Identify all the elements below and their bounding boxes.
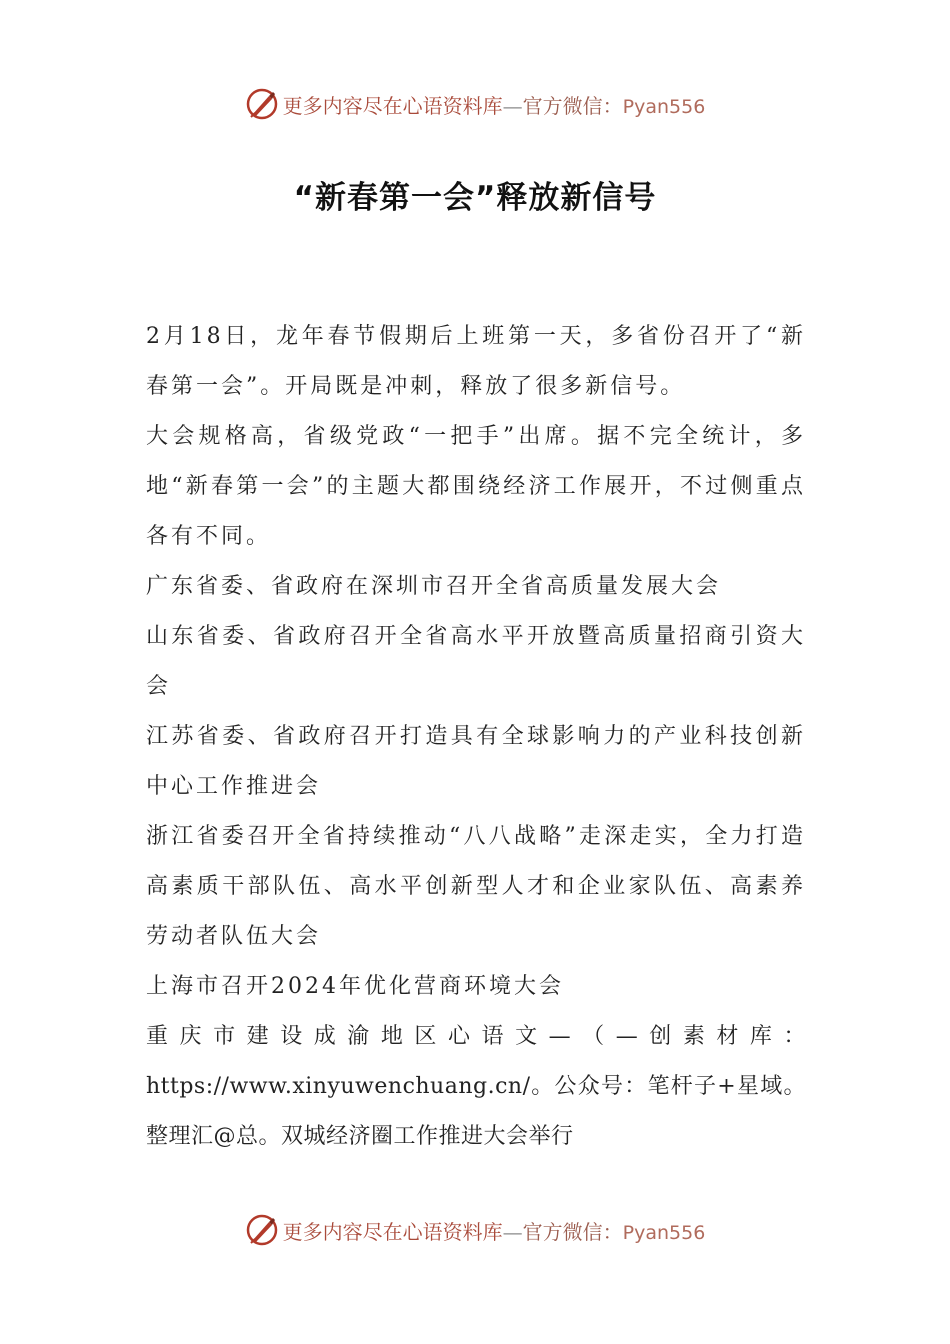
paragraph-jiangsu: 江苏省委、省政府召开打造具有全球影响力的产业科技创新中心工作推进会 bbox=[146, 724, 806, 799]
paragraph-intro: 2月18日，龙年春节假期后上班第一天，多省份召开了“新春第一会”。开局既是冲刺，释放了很多新信号。 bbox=[146, 324, 806, 399]
banner-text bbox=[283, 90, 706, 119]
paragraph-shandong: 山东省委、省政府召开全省高水平开放暨高质量招商引资大会 bbox=[146, 624, 806, 699]
quill-pen-logo-icon bbox=[245, 1213, 279, 1247]
footer-banner-separator: — bbox=[502, 1219, 523, 1244]
paragraph-summary: 大会规格高，省级党政“一把手”出席。据不完全统计，多地“新春第一会”的主题大都围绕经济工作展开，不过侧重点各有不同。 bbox=[146, 424, 806, 549]
paragraph-shanghai: 上海市召开2024年优化营商环境大会 bbox=[146, 974, 564, 999]
footer-banner-text bbox=[283, 1216, 706, 1245]
paragraph-zhejiang: 浙江省委召开全省持续推动“八八战略”走深走实，全力打造高素质干部队伍、高水平创新型人才和企业家队伍、高素养劳动者队伍大会 bbox=[146, 824, 806, 949]
page-title: “新春第一会”释放新信号 bbox=[293, 180, 657, 216]
paragraph-chongqing: 重庆市建设成渝地区心语文—（—创素材库：https://www.xinyuwenchuang.cn/。公众号：笔杆子+星域。整理汇@总。双城经济圈工作推进大会举行 bbox=[146, 1024, 806, 1149]
footer-banner-wechat-handle: Pyan556 bbox=[622, 1221, 706, 1244]
article-body bbox=[146, 312, 806, 1162]
footer-banner-label: 官方微信： bbox=[522, 1219, 623, 1244]
paragraph-guangdong: 广东省委、省政府在深圳市召开全省高质量发展大会 bbox=[146, 574, 722, 599]
banner-label: 官方微信： bbox=[522, 93, 623, 118]
quill-pen-logo-icon bbox=[245, 87, 279, 121]
footer-banner-main-text: 更多内容尽在心语资料库 bbox=[282, 1219, 503, 1244]
banner-main-text: 更多内容尽在心语资料库 bbox=[282, 93, 503, 118]
footer-banner bbox=[0, 1210, 950, 1250]
banner-wechat-handle: Pyan556 bbox=[622, 95, 706, 118]
banner-separator: — bbox=[502, 93, 523, 118]
header-banner bbox=[0, 84, 950, 124]
